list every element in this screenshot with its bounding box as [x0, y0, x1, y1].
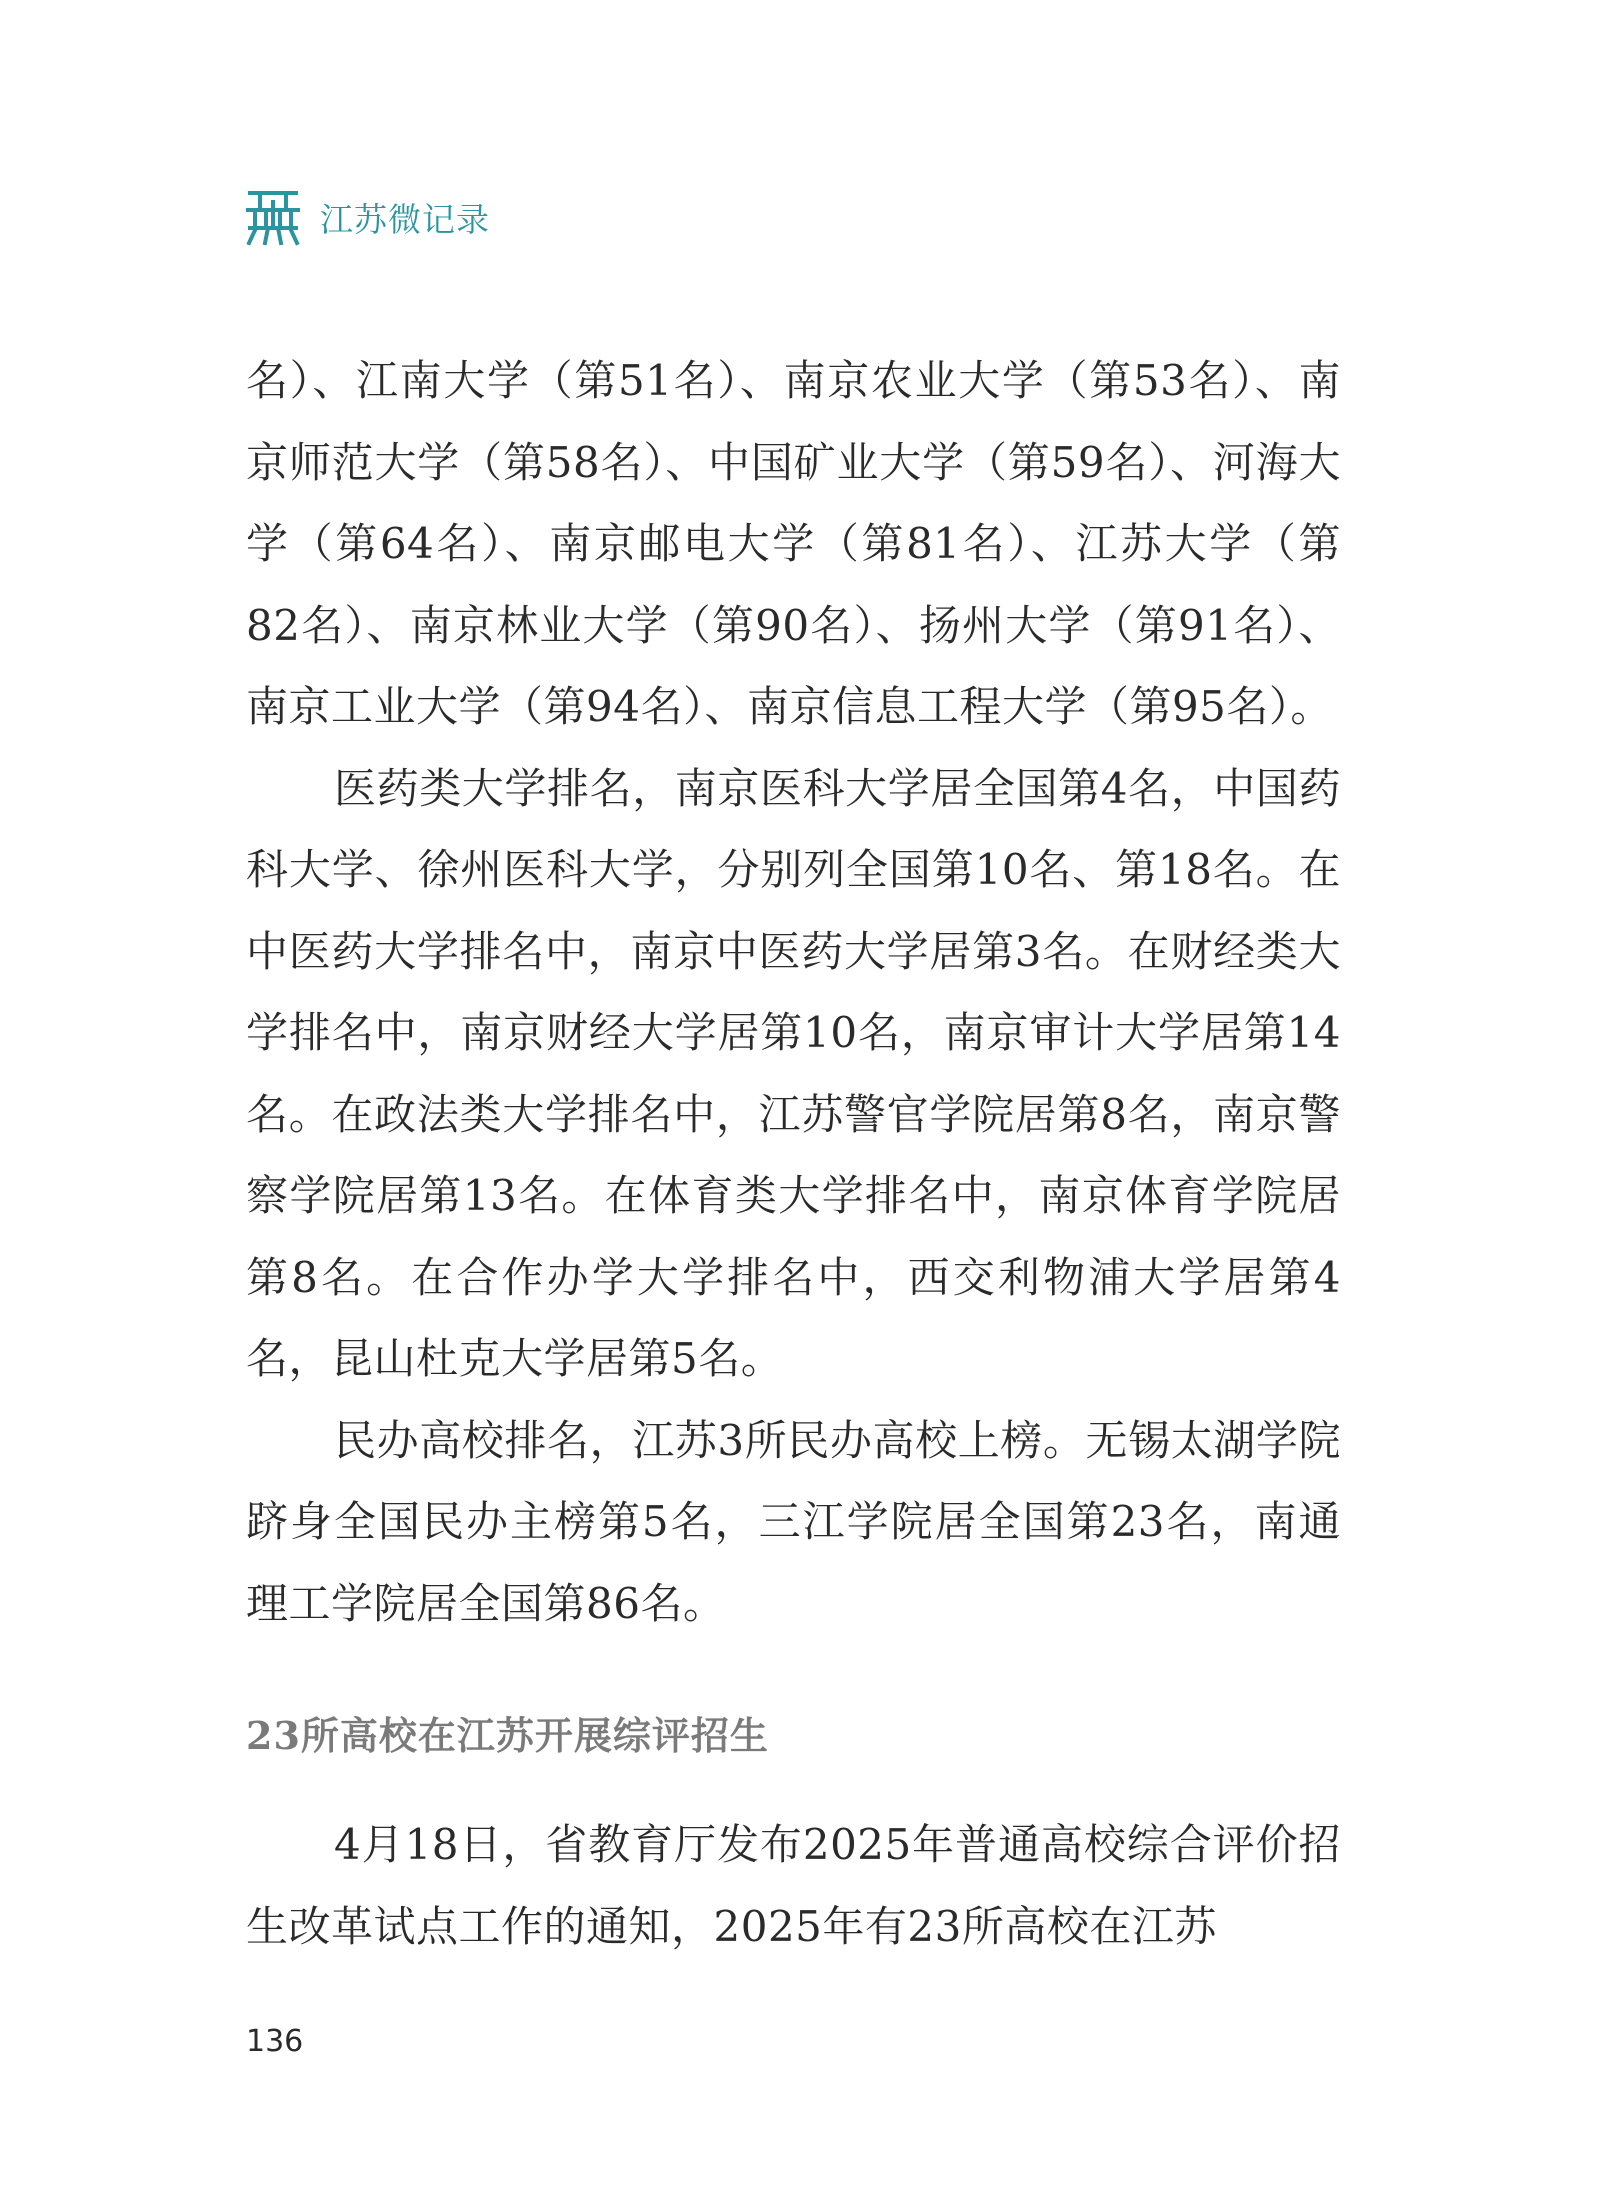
section-heading: 23所高校在江苏开展综评招生 [246, 1713, 769, 1758]
running-header [246, 188, 490, 246]
paragraph-rankings-continued: 名）、江南大学（第51名）、南京农业大学（第53名）、南京师范大学（第58名）、中国矿业大学（第59名）、河海大学（第64名）、南京邮电大学（第81名）、江苏大学（第82名）、南京林业大学（第90名）、扬州大学（第91名）、南京工业大学（第94名）、南京信息工程大学（第95名）。 [246, 356, 1341, 731]
jiangsu-emblem-icon [246, 188, 300, 246]
paragraph-admissions: 4月18日，省教育厅发布2025年普通高校综合评价招生改革试点工作的通知，2025年有23所高校在江苏 [246, 1820, 1341, 1951]
series-title: 江苏微记录 [320, 199, 490, 239]
page-number: 136 [246, 2024, 304, 2059]
paragraph-private-rankings: 民办高校排名，江苏3所民办高校上榜。无锡太湖学院跻身全国民办主榜第5名，三江学院居全国第23名，南通理工学院居全国第86名。 [246, 1415, 1341, 1628]
paragraph-specialty-rankings: 医药类大学排名，南京医科大学居全国第4名，中国药科大学、徐州医科大学，分别列全国第10名、第18名。在中医药大学排名中，南京中医药大学居第3名。在财经类大学排名中，南京财经大学居第10名，南京审计大学居第14名。在政法类大学排名中，江苏警官学院居第8名，南京警察学院居第13名。在体育类大学排名中，南京体育学院居第8名。在合作办学大学排名中，西交利物浦大学居第4名，昆山杜克大学居第5名。 [246, 763, 1341, 1383]
article-body [246, 340, 1341, 1967]
